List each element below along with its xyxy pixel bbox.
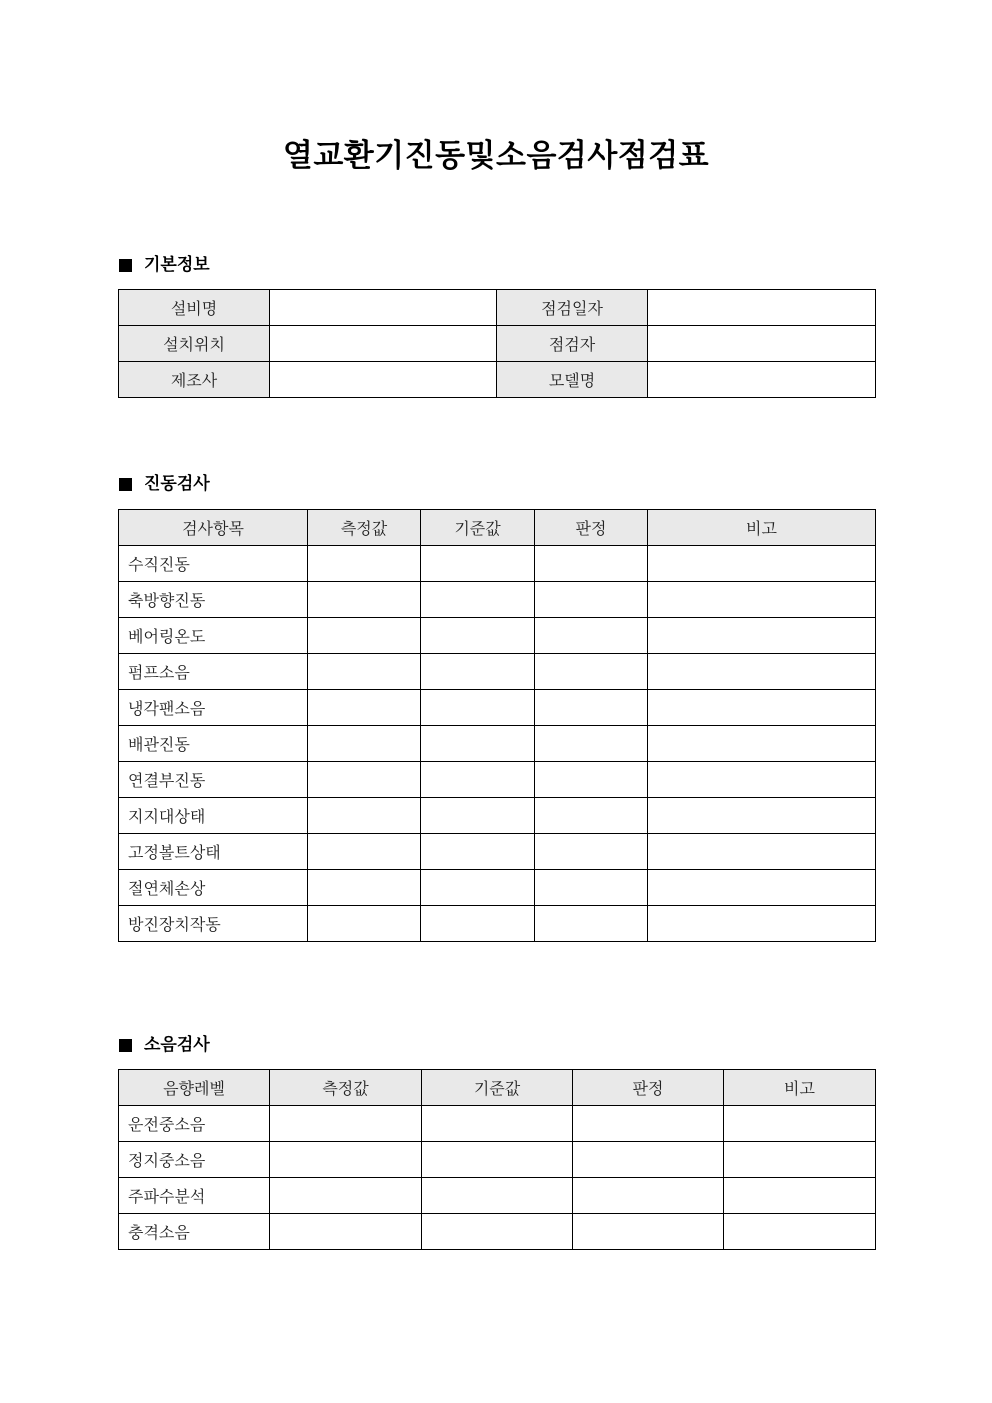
remarks-cell[interactable] <box>648 870 876 906</box>
measured-value-cell[interactable] <box>308 654 421 690</box>
field-label: 제조사 <box>119 362 270 398</box>
section-heading-label: 소음검사 <box>144 1035 210 1055</box>
remarks-cell[interactable] <box>648 798 876 834</box>
table-row <box>119 582 876 618</box>
table-row <box>119 654 876 690</box>
model-name-field[interactable] <box>648 362 876 398</box>
judgment-cell[interactable] <box>573 1106 724 1142</box>
standard-value-cell[interactable] <box>421 906 535 942</box>
inspection-item: 수직진동 <box>119 546 308 582</box>
judgment-cell[interactable] <box>535 582 648 618</box>
inspection-item: 운전중소음 <box>119 1106 270 1142</box>
table-row <box>119 1214 876 1250</box>
table-row <box>119 762 876 798</box>
standard-value-cell[interactable] <box>421 546 535 582</box>
field-label: 점검일자 <box>497 290 648 326</box>
column-header: 검사항목 <box>119 510 308 546</box>
remarks-cell[interactable] <box>724 1142 876 1178</box>
inspection-item: 연결부진동 <box>119 762 308 798</box>
measured-value-cell[interactable] <box>270 1214 422 1250</box>
inspection-date-field[interactable] <box>648 290 876 326</box>
table-row <box>119 1178 876 1214</box>
judgment-cell[interactable] <box>573 1178 724 1214</box>
standard-value-cell[interactable] <box>421 618 535 654</box>
inspection-item: 정지중소음 <box>119 1142 270 1178</box>
inspection-item: 냉각팬소음 <box>119 690 308 726</box>
measured-value-cell[interactable] <box>308 726 421 762</box>
table-row <box>119 290 876 326</box>
measured-value-cell[interactable] <box>308 582 421 618</box>
vibration-table <box>118 509 876 942</box>
field-label: 설치위치 <box>119 326 270 362</box>
remarks-cell[interactable] <box>648 726 876 762</box>
column-header: 기준값 <box>422 1070 573 1106</box>
judgment-cell[interactable] <box>535 690 648 726</box>
standard-value-cell[interactable] <box>421 582 535 618</box>
inspection-item: 고정볼트상태 <box>119 834 308 870</box>
table-row <box>119 906 876 942</box>
measured-value-cell[interactable] <box>308 906 421 942</box>
remarks-cell[interactable] <box>648 582 876 618</box>
section-heading-label: 기본정보 <box>144 255 210 275</box>
judgment-cell[interactable] <box>573 1214 724 1250</box>
table-row <box>119 798 876 834</box>
measured-value-cell[interactable] <box>308 618 421 654</box>
table-row <box>119 618 876 654</box>
inspection-item: 주파수분석 <box>119 1178 270 1214</box>
standard-value-cell[interactable] <box>421 726 535 762</box>
measured-value-cell[interactable] <box>270 1142 422 1178</box>
noise-table <box>118 1069 876 1250</box>
column-header: 판정 <box>535 510 648 546</box>
table-row <box>119 726 876 762</box>
standard-value-cell[interactable] <box>421 654 535 690</box>
install-location-field[interactable] <box>270 326 497 362</box>
table-header-row <box>119 1070 876 1106</box>
table-header-row <box>119 510 876 546</box>
column-header: 기준값 <box>421 510 535 546</box>
standard-value-cell[interactable] <box>422 1106 573 1142</box>
remarks-cell[interactable] <box>724 1178 876 1214</box>
inspection-item: 충격소음 <box>119 1214 270 1250</box>
standard-value-cell[interactable] <box>422 1142 573 1178</box>
square-bullet-icon <box>119 478 132 491</box>
table-row <box>119 690 876 726</box>
inspection-item: 베어링온도 <box>119 618 308 654</box>
table-row <box>119 1142 876 1178</box>
section-heading-vibration <box>119 472 210 496</box>
standard-value-cell[interactable] <box>421 798 535 834</box>
inspection-item: 방진장치작동 <box>119 906 308 942</box>
remarks-cell[interactable] <box>648 654 876 690</box>
judgment-cell[interactable] <box>535 906 648 942</box>
inspection-item: 축방향진동 <box>119 582 308 618</box>
judgment-cell[interactable] <box>535 834 648 870</box>
measured-value-cell[interactable] <box>308 870 421 906</box>
table-row <box>119 1106 876 1142</box>
field-label: 점검자 <box>497 326 648 362</box>
standard-value-cell[interactable] <box>421 870 535 906</box>
column-header: 판정 <box>573 1070 724 1106</box>
inspection-item: 펌프소음 <box>119 654 308 690</box>
standard-value-cell[interactable] <box>422 1214 573 1250</box>
inspection-item: 배관진동 <box>119 726 308 762</box>
measured-value-cell[interactable] <box>270 1178 422 1214</box>
inspection-item: 지지대상태 <box>119 798 308 834</box>
page-title: 열교환기진동및소음검사점검표 <box>282 138 710 174</box>
field-label: 설비명 <box>119 290 270 326</box>
measured-value-cell[interactable] <box>308 798 421 834</box>
basic-info-table <box>118 289 876 398</box>
measured-value-cell[interactable] <box>308 762 421 798</box>
square-bullet-icon <box>119 1039 132 1052</box>
remarks-cell[interactable] <box>648 546 876 582</box>
judgment-cell[interactable] <box>535 798 648 834</box>
judgment-cell[interactable] <box>535 726 648 762</box>
judgment-cell[interactable] <box>535 546 648 582</box>
standard-value-cell[interactable] <box>422 1178 573 1214</box>
measured-value-cell[interactable] <box>270 1106 422 1142</box>
remarks-cell[interactable] <box>648 834 876 870</box>
judgment-cell[interactable] <box>535 654 648 690</box>
judgment-cell[interactable] <box>535 618 648 654</box>
standard-value-cell[interactable] <box>421 834 535 870</box>
section-heading-noise <box>119 1033 210 1057</box>
remarks-cell[interactable] <box>724 1214 876 1250</box>
table-row <box>119 362 876 398</box>
table-row <box>119 870 876 906</box>
table-row <box>119 326 876 362</box>
table-row <box>119 834 876 870</box>
judgment-cell[interactable] <box>535 762 648 798</box>
measured-value-cell[interactable] <box>308 690 421 726</box>
column-header: 음향레벨 <box>119 1070 270 1106</box>
inspection-item: 절연체손상 <box>119 870 308 906</box>
field-label: 모델명 <box>497 362 648 398</box>
square-bullet-icon <box>119 259 132 272</box>
standard-value-cell[interactable] <box>421 690 535 726</box>
inspector-field[interactable] <box>648 326 876 362</box>
standard-value-cell[interactable] <box>421 762 535 798</box>
measured-value-cell[interactable] <box>308 834 421 870</box>
remarks-cell[interactable] <box>648 690 876 726</box>
column-header: 비고 <box>648 510 876 546</box>
judgment-cell[interactable] <box>573 1142 724 1178</box>
section-heading-label: 진동검사 <box>144 474 210 494</box>
remarks-cell[interactable] <box>648 618 876 654</box>
remarks-cell[interactable] <box>648 762 876 798</box>
table-row <box>119 546 876 582</box>
measured-value-cell[interactable] <box>308 546 421 582</box>
remarks-cell[interactable] <box>648 906 876 942</box>
manufacturer-field[interactable] <box>270 362 497 398</box>
column-header: 측정값 <box>308 510 421 546</box>
column-header: 비고 <box>724 1070 876 1106</box>
equipment-name-field[interactable] <box>270 290 497 326</box>
remarks-cell[interactable] <box>724 1106 876 1142</box>
section-heading-basic-info <box>119 253 210 277</box>
judgment-cell[interactable] <box>535 870 648 906</box>
column-header: 측정값 <box>270 1070 422 1106</box>
